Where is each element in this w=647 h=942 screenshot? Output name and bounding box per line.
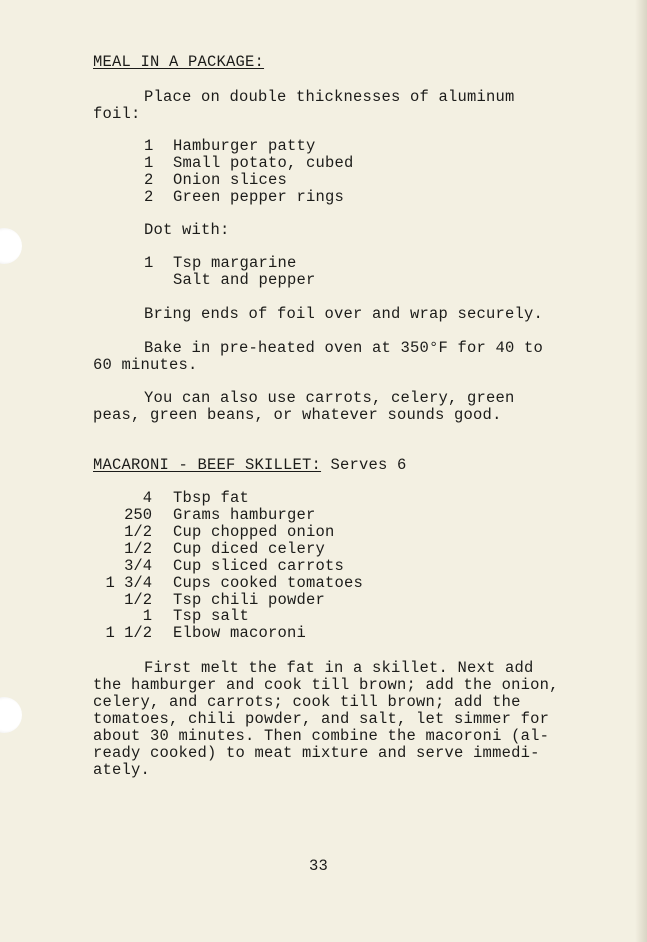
- dot-with-label: Dot with:: [144, 221, 230, 239]
- ingredient-qty: 2: [144, 188, 154, 206]
- ingredient-qty: 1/2: [124, 523, 152, 541]
- ingredient-name: Cup sliced carrots: [173, 557, 345, 575]
- ingredient-qty: 1: [144, 137, 154, 155]
- ingredient-qty: 1/2: [124, 540, 152, 558]
- directions-line: the hamburger and cook till brown; add the onion,: [93, 676, 559, 694]
- ingredient-name: Hamburger patty: [173, 137, 316, 155]
- macaroni-serves: Serves 6: [321, 456, 407, 474]
- note-line1: You can also use carrots, celery, green: [144, 389, 515, 407]
- directions-line: celery, and carrots; cook till brown; add the: [93, 693, 521, 711]
- ingredient-name: Cup diced celery: [173, 540, 326, 558]
- ingredient-name: Cups cooked tomatoes: [173, 574, 364, 592]
- directions-line: First melt the fat in a skillet. Next add: [144, 659, 534, 677]
- binder-hole-bottom: [0, 697, 22, 733]
- meal-package-intro-line1: Place on double thicknesses of aluminum: [144, 88, 515, 106]
- macaroni-title-row: [93, 457, 407, 474]
- ingredient-qty: 1 3/4: [105, 574, 152, 592]
- ingredient-qty: 1 1/2: [105, 624, 152, 642]
- macaroni-title: MACARONI - BEEF SKILLET:: [93, 456, 322, 474]
- directions-line: ready cooked) to meat mixture and serve immedi-: [93, 744, 540, 762]
- ingredient-name: Elbow macoroni: [173, 624, 307, 642]
- ingredient-name: Tsp chili powder: [173, 591, 326, 609]
- ingredient-qty: 1: [144, 154, 154, 172]
- ingredient-name: Onion slices: [173, 171, 288, 189]
- ingredient-name: Tbsp fat: [173, 489, 250, 507]
- ingredient-name: Tsp margarine: [173, 254, 297, 272]
- directions-line: ately.: [93, 761, 151, 779]
- meal-package-intro-line2: foil:: [93, 105, 141, 123]
- ingredient-qty: 1: [142, 607, 152, 625]
- ingredient-name: Green pepper rings: [173, 188, 345, 206]
- directions-line: tomatoes, chili powder, and salt, let simmer for: [93, 710, 550, 728]
- ingredient-name: Cup chopped onion: [173, 523, 335, 541]
- ingredient-name: Salt and pepper: [173, 271, 316, 289]
- meal-package-title: MEAL IN A PACKAGE:: [93, 53, 265, 71]
- ingredient-qty: 1/2: [124, 591, 152, 609]
- ingredient-qty: 1: [144, 254, 154, 272]
- ingredient-name: Tsp salt: [173, 607, 250, 625]
- step-bake-line1: Bake in pre-heated oven at 350°F for 40 to: [144, 339, 544, 357]
- ingredient-name: Small potato, cubed: [173, 154, 354, 172]
- step-bake-line2: 60 minutes.: [93, 356, 198, 374]
- page-number: 33: [309, 857, 329, 875]
- directions-line: about 30 minutes. Then combine the macoroni (al-: [93, 727, 550, 745]
- ingredient-qty: 2: [144, 171, 154, 189]
- ingredient-qty: 3/4: [124, 557, 152, 575]
- note-line2: peas, green beans, or whatever sounds good.: [93, 406, 502, 424]
- ingredient-name: Grams hamburger: [173, 506, 316, 524]
- ingredient-qty: 250: [124, 506, 152, 524]
- page-edge-shadow: [635, 0, 647, 942]
- binder-hole-top: [0, 228, 22, 264]
- ingredient-qty: 4: [142, 489, 152, 507]
- step-wrap: Bring ends of foil over and wrap securely.: [144, 305, 544, 323]
